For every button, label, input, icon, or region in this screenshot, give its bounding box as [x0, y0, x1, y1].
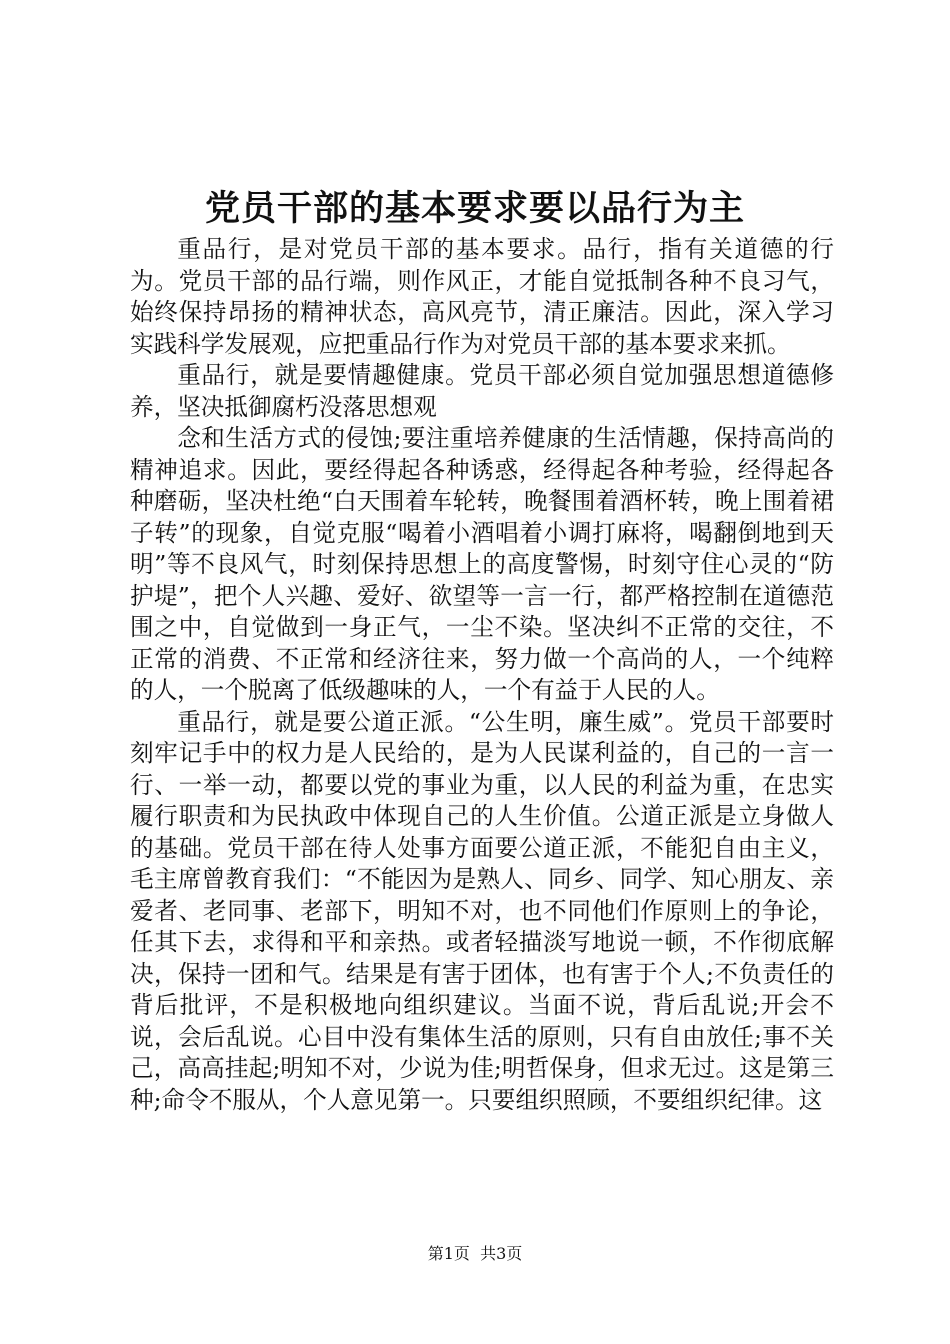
- paragraph-1: 重品行，是对党员干部的基本要求。品行，指有关道德的行为。党员干部的品行端，则作风正，才能自觉抵制各种不良习气，始终保持昂扬的精神状态，高风亮节，清正廉洁。因此，深入学习实践科学发展观，应把重品行作为对党员干部的基本要求来抓。: [130, 235, 834, 358]
- paragraph-4: 重品行，就是要公道正派。“公生明，廉生威”。党员干部要时刻牢记手中的权力是人民给的，是为人民谋利益的，自己的一言一行、一举一动，都要以党的事业为重，以人民的利益为重，在忠实履行职责和为民执政中体现自己的人生价值。公道正派是立身做人的基础。党员干部在待人处事方面要公道正派，不能犯自由主义，毛主席曾教育我们：“不能因为是熟人、同乡、同学、知心朋友、亲爱者、老同事、老部下，明知不对，也不同他们作原则上的争论，任其下去，求得和平和亲热。或者轻描淡写地说一顿，不作彻底解决，保持一团和气。结果是有害于团体，也有害于个人;不负责任的背后批评，不是积极地向组织建议。当面不说，背后乱说;开会不说，会后乱说。心目中没有集体生活的原则，只有自由放任;事不关己，高高挂起;明知不对，少说为佳;明哲保身，但求无过。这是第三种;命令不服从，个人意见第一。只要组织照顾，不要组织纪律。这: [130, 707, 834, 1114]
- page-number: 第1页: [427, 1244, 470, 1263]
- document-title: 党员干部的基本要求要以品行为主: [204, 189, 745, 229]
- document-body: [130, 234, 834, 1116]
- paragraph-2: 重品行，就是要情趣健康。党员干部必须自觉加强思想道德修养，坚决抵御腐朽没落思想观: [130, 361, 834, 421]
- total-pages: 共3页: [480, 1244, 523, 1263]
- paragraph-3: 念和生活方式的侵蚀;要注重培养健康的生活情趣，保持高尚的精神追求。因此，要经得起各种诱惑，经得起各种考验，经得起各种磨砺，坚决杜绝“白天围着车轮转，晚餐围着酒杯转，晚上围着裙子转”的现象，自觉克服“喝着小酒唱着小调打麻将，喝翻倒地到天明”等不良风气，时刻保持思想上的高度警惕，时刻守住心灵的“防护堤”，把个人兴趣、爱好、欲望等一言一行，都严格控制在道德范围之中，自觉做到一身正气，一尘不染。坚决纠不正常的交往，不正常的消费、不正常和经济往来，努力做一个高尚的人，一个纯粹的人，一个脱离了低级趣味的人，一个有益于人民的人。: [130, 424, 834, 704]
- page-footer: [0, 1244, 950, 1264]
